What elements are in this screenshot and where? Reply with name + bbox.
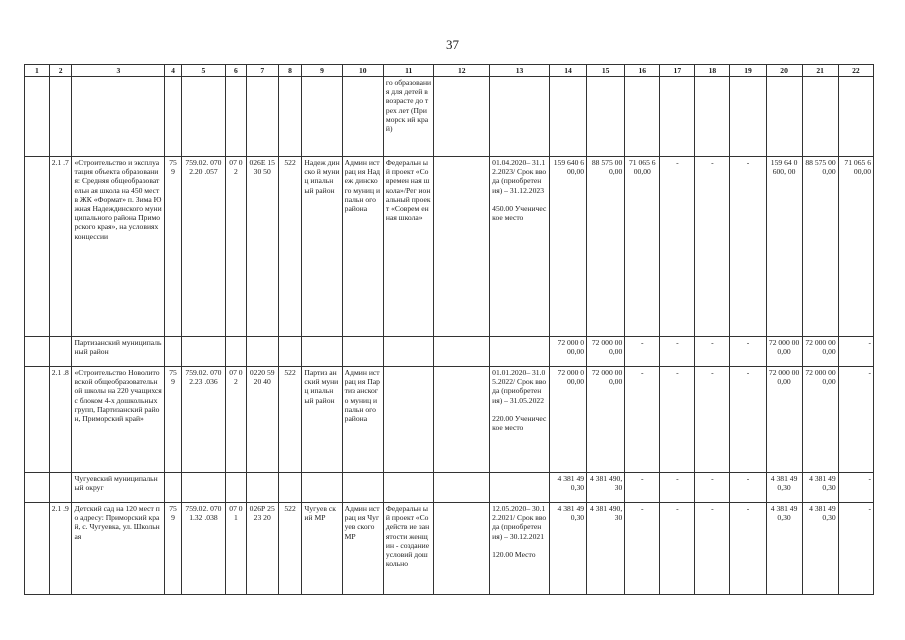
column-header: 18 (695, 65, 730, 77)
table-cell (490, 77, 550, 157)
table-cell (25, 367, 50, 473)
column-header: 16 (625, 65, 660, 77)
table-cell (226, 77, 247, 157)
table-cell (490, 337, 550, 367)
table-cell: Чугуевский муниципальный округ (72, 473, 165, 503)
table-cell: 759.02. 0702.20 .057 (181, 157, 225, 337)
table-cell (802, 77, 838, 157)
table-cell: 4 381 490,30 (587, 503, 625, 595)
cell-text: 220.00 Ученическое место (492, 413, 547, 433)
table-cell (165, 337, 182, 367)
column-header: 15 (587, 65, 625, 77)
table-cell: 159 64 0 600, 00 (766, 157, 802, 337)
table-cell (342, 337, 383, 367)
page-number: 37 (446, 37, 459, 52)
table-cell: - (660, 337, 695, 367)
table-cell: 522 (278, 157, 302, 337)
table-cell (383, 473, 434, 503)
table-cell: 026Р 2523 20 (246, 503, 278, 595)
table-cell: «Строительство и эксплуатация объекта образования: Средняя общеобразовательн ая школа на 450 мест в ЖК «Формат» п. Зима Южная Надеждинского муниципального района Приморского края», на условиях концессии (72, 157, 165, 337)
table-cell (383, 337, 434, 367)
table-cell: 4 381 490,30 (766, 503, 802, 595)
table-cell (181, 77, 225, 157)
table-cell: - (625, 473, 660, 503)
table-cell: - (695, 473, 730, 503)
table-cell (434, 473, 490, 503)
table-cell (342, 473, 383, 503)
table-cell (25, 157, 50, 337)
column-header: 12 (434, 65, 490, 77)
table-cell: - (730, 157, 766, 337)
table-row (25, 77, 874, 157)
table-cell (434, 367, 490, 473)
table-cell: 759.02. 0702.23 .036 (181, 367, 225, 473)
district-row (25, 473, 874, 503)
column-header: 7 (246, 65, 278, 77)
table-cell (490, 157, 550, 337)
table-cell: 07 01 (226, 503, 247, 595)
table-cell: Партиз анский муниц ипальн ый район (302, 367, 342, 473)
table-cell (49, 473, 72, 503)
column-header: 6 (226, 65, 247, 77)
header-row (25, 65, 874, 77)
column-header: 19 (730, 65, 766, 77)
table-cell: 4 381 49 0,30 (549, 503, 586, 595)
column-header: 9 (302, 65, 342, 77)
column-header: 10 (342, 65, 383, 77)
column-header: 5 (181, 65, 225, 77)
column-header: 8 (278, 65, 302, 77)
table-cell (25, 77, 50, 157)
table-cell: Детский сад на 120 мест по адресу: Приморский край, с. Чугуевка, ул. Школьная (72, 503, 165, 595)
table-cell: - (838, 337, 873, 367)
table-cell: - (838, 367, 873, 473)
table-cell: - (730, 473, 766, 503)
table-cell: 72 000 000,00 (766, 367, 802, 473)
table-cell: Федеральн ый проект «Современ ная школа»/Рег иональный проект «Соврем енная школа» (383, 157, 434, 337)
column-header: 14 (549, 65, 586, 77)
table-cell (165, 473, 182, 503)
table-cell (490, 473, 550, 503)
table-cell (49, 77, 72, 157)
table-cell: 4 381 490,30 (587, 473, 625, 503)
table-cell (434, 157, 490, 337)
table-row (25, 503, 874, 595)
table-cell (342, 77, 383, 157)
cell-gap (492, 405, 547, 414)
table-cell: - (730, 503, 766, 595)
table-cell (660, 77, 695, 157)
column-header: 4 (165, 65, 182, 77)
table-cell: 72 000 0 00,00 (549, 337, 586, 367)
district-row (25, 337, 874, 367)
table-cell: 026Е 1530 50 (246, 157, 278, 337)
table-cell: 72 000 000,00 (802, 367, 838, 473)
cell-text: 12.05.2020– 30.12.2021/ Срок ввода (приобретен ия) – 30.12.2021 (492, 504, 547, 541)
table-cell (730, 77, 766, 157)
table-cell (302, 77, 342, 157)
table-cell (434, 503, 490, 595)
table-cell: 759.02. 0701.32 .038 (181, 503, 225, 595)
table-cell: 522 (278, 503, 302, 595)
table-cell (25, 473, 50, 503)
table-cell (181, 337, 225, 367)
table-cell: - (695, 367, 730, 473)
table-cell (165, 77, 182, 157)
cell-gap (492, 541, 547, 550)
table-cell: 2.1 .9 (49, 503, 72, 595)
table-cell: 522 (278, 367, 302, 473)
column-header: 17 (660, 65, 695, 77)
table-cell (302, 473, 342, 503)
table-cell: 07 02 (226, 367, 247, 473)
table-cell (549, 77, 586, 157)
table-cell: - (730, 337, 766, 367)
column-header: 11 (383, 65, 434, 77)
cell-text: 01.01.2020– 31.05.2022/ Срок ввода (приобретен ия) – 31.05.2022 (492, 368, 547, 405)
table-cell: 07 02 (226, 157, 247, 337)
table-cell: 0220 5920 40 (246, 367, 278, 473)
table-cell (766, 77, 802, 157)
table-cell: - (695, 337, 730, 367)
column-header: 3 (72, 65, 165, 77)
cell-text: 01.04.2020– 31.12.2023/ Срок ввода (приобретен ия) – 31.12.2023 (492, 158, 547, 195)
table-cell: Админ истрац ия Партиз анског о муниц ипальн ого района (342, 367, 383, 473)
table-cell (278, 337, 302, 367)
table-cell (490, 367, 550, 473)
table-cell: Надеж динско й муниц ипальн ый район (302, 157, 342, 337)
table-cell (25, 503, 50, 595)
budget-table (24, 64, 874, 595)
table-cell: - (660, 473, 695, 503)
table-cell (490, 503, 550, 595)
table-cell: го образовани я для детей в возрасте до трех лет (Приморск ий край) (383, 77, 434, 157)
table-cell: - (625, 503, 660, 595)
table-cell (302, 337, 342, 367)
table-cell (587, 77, 625, 157)
table-cell: 71 065 600,00 (838, 157, 873, 337)
table-cell: 88 575 000,00 (802, 157, 838, 337)
table-cell: - (660, 367, 695, 473)
cell-text: 120.00 Место (492, 549, 536, 559)
table-cell (434, 337, 490, 367)
column-header: 22 (838, 65, 873, 77)
column-header: 20 (766, 65, 802, 77)
table-cell: 2.1 .7 (49, 157, 72, 337)
column-header: 13 (490, 65, 550, 77)
table-row (25, 157, 874, 337)
table-cell (278, 473, 302, 503)
table-cell (226, 473, 247, 503)
table-cell: - (660, 157, 695, 337)
table-cell (434, 77, 490, 157)
table-cell: 72 000 000,00 (587, 367, 625, 473)
table-cell (25, 337, 50, 367)
table-cell (181, 473, 225, 503)
table-cell: «Строительство Новолитовской общеобразовательн ой школы на 220 учащихся с блоком 4-х дошкольных групп, Партизанский район, Приморский край» (72, 367, 165, 473)
table-row (25, 367, 874, 473)
table-cell (695, 77, 730, 157)
cell-text: 450.00 Ученическое место (492, 203, 547, 223)
table-cell: 75 9 (165, 157, 182, 337)
table-cell (246, 77, 278, 157)
table-cell (383, 367, 434, 473)
column-header: 21 (802, 65, 838, 77)
table-cell: - (625, 337, 660, 367)
table-cell: - (838, 503, 873, 595)
table-cell: 72 000 000,00 (802, 337, 838, 367)
table-cell: 159 640 600,00 (549, 157, 586, 337)
table-cell: 72 000 0 00,00 (549, 367, 586, 473)
table-cell: 4 381 490,30 (802, 473, 838, 503)
table-cell: 75 9 (165, 503, 182, 595)
table-cell (838, 77, 873, 157)
table-cell: - (695, 503, 730, 595)
cell-gap (492, 195, 547, 204)
table-cell: Админ истрац ия Надеж динско го муниц ипальн ого района (342, 157, 383, 337)
table-cell: Чугуев ский МР (302, 503, 342, 595)
table-cell: - (695, 157, 730, 337)
table-cell: - (838, 473, 873, 503)
table-cell: 2.1 .8 (49, 367, 72, 473)
table-cell: Партизанский муниципальный район (72, 337, 165, 367)
table-cell: Админ истрац ия Чугуев ского МР (342, 503, 383, 595)
table-cell: 75 9 (165, 367, 182, 473)
table-cell (625, 77, 660, 157)
table-cell (246, 473, 278, 503)
column-header: 1 (25, 65, 50, 77)
table-cell: 88 575 000,00 (587, 157, 625, 337)
table-cell: - (660, 503, 695, 595)
table-cell: 72 000 000,00 (587, 337, 625, 367)
table-cell: 4 381 490,30 (802, 503, 838, 595)
table-cell: Федеральн ый проект «Содейств ие занятости женщин - создание условий дошкольно (383, 503, 434, 595)
table-cell (246, 337, 278, 367)
table-cell: 72 000 000,00 (766, 337, 802, 367)
table-cell (49, 337, 72, 367)
table-cell: - (625, 367, 660, 473)
table-cell (72, 77, 165, 157)
table-cell (278, 77, 302, 157)
table-cell: 71 065 600,00 (625, 157, 660, 337)
table-cell: - (730, 367, 766, 473)
table-cell (226, 337, 247, 367)
table-cell: 4 381 490,30 (766, 473, 802, 503)
table-cell: 4 381 49 0,30 (549, 473, 586, 503)
column-header: 2 (49, 65, 72, 77)
